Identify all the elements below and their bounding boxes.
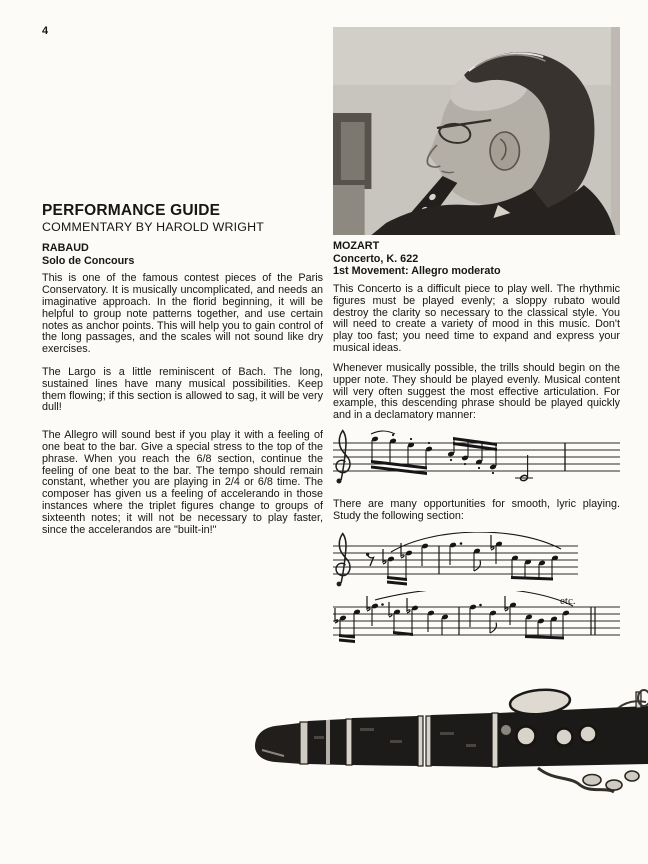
- rabaud-section-heading: [42, 242, 323, 267]
- right-column: [333, 0, 620, 700]
- page-subtitle: COMMENTARY BY HAROLD WRIGHT: [42, 220, 265, 234]
- rabaud-composer: RABAUD: [42, 242, 89, 254]
- rabaud-piece-title: Solo de Concours: [42, 254, 135, 267]
- mozart-paragraph-1: This Concerto is a difficult piece to play well. The rhythmic figures must be played evenly; a sloppy rubato would destroy the clarity so necessary to the classical style. You will need to create a variety of mood in this music. Don't play too fast; you need time to expand and express your musical ideas.: [333, 283, 620, 354]
- mozart-paragraph-3: There are many opportunities for smooth, lyric playing. Study the following section:: [333, 498, 620, 522]
- music-example-2-line-1: [333, 532, 578, 588]
- rabaud-paragraph-3: The Allegro will sound best if you play it with a feeling of one beat to the bar. Give a special stress to the top of the phrase. When you reach the 6/8 section, continue the feeling of one beat to the bar. The tempo should remain constant, whether you are playing in 2/4 or 6/8 time. The composer has given us a feeling of accelerando in those instances where the triplet figures change to groups of sixteenth notes; it will not be necessary to play faster, since the accelerandos are "built-in!": [42, 429, 323, 536]
- left-column: [42, 202, 323, 536]
- music-example-2-line-2: [333, 591, 620, 646]
- mozart-movement: 1st Movement: Allegro moderato: [333, 265, 501, 278]
- clarinet-photo: [240, 684, 648, 798]
- mozart-piece-title: Concerto, K. 622: [333, 252, 419, 265]
- harold-wright-photo: [333, 27, 620, 235]
- music-example-1: [333, 427, 620, 491]
- page-number: 4: [42, 25, 49, 37]
- rabaud-paragraph-1: This is one of the famous contest pieces of the Paris Conservatory. It is musically uncomplicated, and needs an imaginative approach. In the florid beginning, it will be helpful to group note patterns together, and use certain notes as anchor points. This will help you to gain control of the long passages, and the scales will not sound like dry exercises.: [42, 272, 323, 356]
- mozart-section-heading: [333, 240, 620, 278]
- page-title: PERFORMANCE GUIDE: [42, 202, 221, 219]
- etc-label: etc.: [560, 595, 576, 607]
- mozart-paragraph-2: Whenever musically possible, the trills should begin on the upper note. They should be played evenly. Musical content will very often suggest the most effective articulation. For example, this descending phrase should be played quickly and in a declamatory manner:: [333, 362, 620, 422]
- rabaud-paragraph-2: The Largo is a little reminiscent of Bach. The long, sustained lines have many musical possibilities. Keep them flowing; if this section is allowed to sag, it will be very dull!: [42, 365, 323, 414]
- mozart-composer: MOZART: [333, 240, 380, 252]
